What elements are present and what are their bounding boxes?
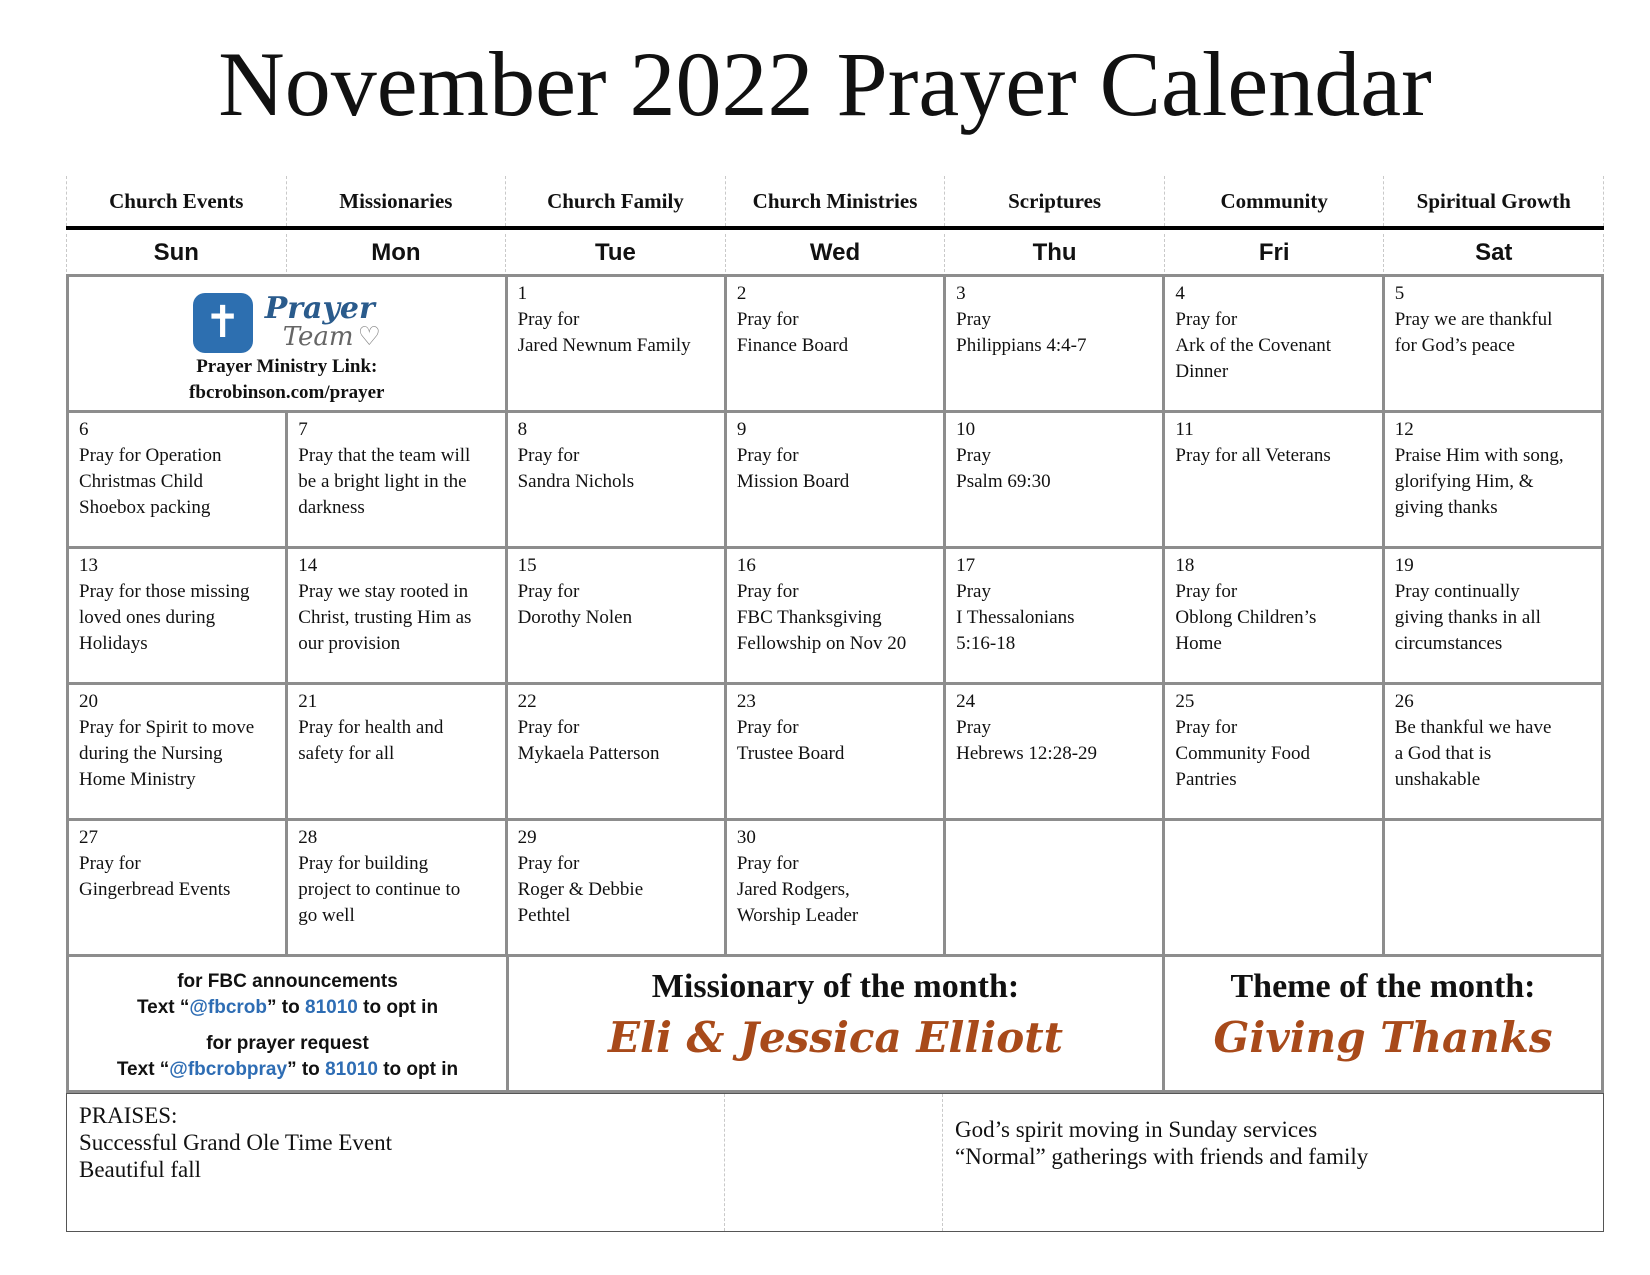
category-sun: Church Events: [66, 176, 286, 226]
prayer-team-logo-cell: [69, 277, 508, 413]
day-number: 11: [1175, 419, 1194, 440]
missionary-heading: Missionary of the month:: [651, 968, 1020, 1005]
day-cell: [288, 549, 507, 685]
day-cell: [1165, 549, 1384, 685]
praises-right: God’s spirit moving in Sunday services “Normal” gatherings with friends and family: [955, 1117, 1369, 1169]
day-prayer: Pray for Sandra Nichols: [517, 445, 635, 492]
info-row: [66, 957, 1604, 1093]
day-cell: [288, 685, 507, 821]
day-prayer: Praise Him with song, glorifying Him, & giving thanks: [1394, 445, 1564, 518]
day-cell: [508, 821, 727, 957]
day-cell: [727, 549, 946, 685]
day-prayer: Pray Philippians 4:4-7: [956, 309, 1087, 356]
prayer-link-label: Prayer Ministry Link:: [196, 356, 378, 377]
day-number: 13: [79, 555, 98, 576]
day-number: 15: [517, 555, 537, 576]
day-cell: [1385, 685, 1604, 821]
day-number: 27: [79, 827, 98, 848]
day-cell: [508, 549, 727, 685]
day-cell: [69, 685, 288, 821]
day-prayer: Pray for Spirit to move during the Nursing Home Ministry: [79, 717, 255, 790]
prayer-request-shortcode: 81010: [325, 1059, 378, 1080]
day-prayer: Pray we are thankful for God’s peace: [1394, 309, 1553, 356]
day-cell: [69, 549, 288, 685]
day-prayer: Pray I Thessalonians 5:16-18: [956, 581, 1075, 654]
weekday-wed: Wed: [725, 234, 945, 272]
day-prayer: Pray for all Veterans: [1175, 445, 1331, 466]
prayer-request-label: for prayer request: [206, 1033, 369, 1054]
missionary-box: [509, 957, 1165, 1090]
day-number: 30: [736, 827, 756, 848]
day-number: 2: [736, 283, 747, 304]
prayer-team-logo: [193, 291, 381, 354]
announcements-optin: Text “@fbcrob” to 81010 to opt in: [136, 997, 439, 1018]
day-cell: [1165, 277, 1384, 413]
day-number: 16: [736, 555, 756, 576]
weekday-sun: Sun: [66, 234, 286, 272]
day-cell: [727, 277, 946, 413]
day-cell: [946, 277, 1165, 413]
day-prayer: Pray for Roger & Debbie Pethtel: [517, 853, 644, 926]
day-number: 6: [79, 419, 89, 440]
day-number: 26: [1394, 691, 1414, 712]
day-number: 12: [1394, 419, 1414, 440]
weekday-sat: Sat: [1383, 234, 1604, 272]
day-prayer: Pray we stay rooted in Christ, trusting Him as our provision: [298, 581, 472, 654]
theme-value: Giving Thanks: [1213, 1013, 1553, 1062]
announcements-shortcode: 81010: [305, 997, 358, 1018]
day-prayer: Pray that the team will be a bright light in the darkness: [298, 445, 471, 518]
day-prayer: Pray for Oblong Children’s Home: [1175, 581, 1317, 654]
day-number: 4: [1175, 283, 1185, 304]
day-prayer: Pray for those missing loved ones during Holidays: [79, 581, 250, 654]
day-number: 9: [736, 419, 747, 440]
day-number: 14: [298, 555, 318, 576]
weekday-tue: Tue: [505, 234, 725, 272]
day-cell: [1385, 277, 1604, 413]
empty-day-cell: [1385, 821, 1604, 957]
day-prayer: Pray for Jared Newnum Family: [517, 309, 691, 356]
day-cell: [69, 821, 288, 957]
day-cell: [727, 821, 946, 957]
day-cell: [946, 549, 1165, 685]
theme-heading: Theme of the month:: [1230, 968, 1536, 1005]
category-header-row: [66, 176, 1604, 230]
weekday-mon: Mon: [286, 234, 506, 272]
weekday-thu: Thu: [944, 234, 1164, 272]
praises-box: [66, 1093, 1604, 1232]
day-number: 29: [517, 827, 537, 848]
category-wed: Church Ministries: [725, 176, 945, 226]
category-fri: Community: [1164, 176, 1384, 226]
day-cell: [1165, 685, 1384, 821]
day-cell: [288, 821, 507, 957]
page-title: November 2022 Prayer Calendar: [218, 33, 1432, 135]
announcements-box: [69, 957, 509, 1090]
day-cell: [1165, 413, 1384, 549]
prayer-request-optin: Text “@fbcrobpray” to 81010 to opt in: [116, 1059, 459, 1080]
day-prayer: Pray for FBC Thanksgiving Fellowship on Nov 20: [736, 581, 907, 654]
day-prayer: Pray for Operation Christmas Child Shoebox packing: [79, 445, 222, 518]
day-prayer: Pray for Ark of the Covenant Dinner: [1175, 309, 1332, 382]
theme-box: [1165, 957, 1604, 1090]
weekday-fri: Fri: [1164, 234, 1384, 272]
day-number: 10: [956, 419, 976, 440]
weekday-header-row: [66, 234, 1604, 272]
day-prayer: Pray continually giving thanks in all circumstances: [1394, 581, 1541, 654]
announcements-handle: @fbcrob: [189, 997, 268, 1018]
day-cell: [508, 685, 727, 821]
day-prayer: Pray Psalm 69:30: [956, 445, 1051, 492]
day-number: 17: [956, 555, 976, 576]
calendar-grid: [66, 274, 1604, 957]
day-number: 23: [736, 691, 756, 712]
logo-text-prayer: Prayer: [264, 290, 375, 326]
missionary-name: Eli & Jessica Elliott: [607, 1013, 1064, 1062]
day-number: 3: [956, 283, 966, 304]
praises-left: PRAISES: Successful Grand Ole Time Event Beautiful fall: [67, 1094, 725, 1231]
day-prayer: Pray for building project to continue to go well: [298, 853, 461, 926]
day-prayer: Pray for Dorothy Nolen: [517, 581, 633, 628]
day-cell: [727, 413, 946, 549]
day-prayer: Pray for Mykaela Patterson: [517, 717, 660, 764]
category-tue: Church Family: [505, 176, 725, 226]
prayer-link-url[interactable]: fbcrobinson.com/prayer: [189, 382, 385, 403]
day-cell: [508, 413, 727, 549]
category-thu: Scriptures: [944, 176, 1164, 226]
day-prayer: Pray for Gingerbread Events: [79, 853, 231, 900]
praises-spacer: [725, 1094, 943, 1231]
day-cell: [946, 685, 1165, 821]
day-number: 5: [1394, 283, 1405, 304]
day-cell: [508, 277, 727, 413]
day-number: 7: [298, 419, 308, 440]
day-prayer: Pray Hebrews 12:28-29: [956, 717, 1098, 764]
day-number: 20: [79, 691, 98, 712]
day-cell: [946, 413, 1165, 549]
day-prayer: Pray for Community Food Pantries: [1175, 717, 1311, 790]
category-sat: Spiritual Growth: [1383, 176, 1604, 226]
day-number: 21: [298, 691, 318, 712]
day-prayer: Pray for Mission Board: [736, 445, 850, 492]
day-cell: [69, 413, 288, 549]
day-number: 19: [1394, 555, 1414, 576]
day-prayer: Pray for Finance Board: [736, 309, 849, 356]
day-cell: [727, 685, 946, 821]
day-prayer: Pray for Jared Rodgers, Worship Leader: [736, 853, 859, 926]
day-number: 28: [298, 827, 318, 848]
day-cell: [288, 413, 507, 549]
day-cell: [1385, 413, 1604, 549]
day-prayer: Pray for Trustee Board: [736, 717, 845, 764]
heart-icon: ♡: [357, 321, 381, 352]
day-number: 25: [1175, 691, 1195, 712]
day-number: 18: [1175, 555, 1195, 576]
cross-icon: ✝: [193, 293, 253, 353]
day-number: 22: [517, 691, 537, 712]
prayer-request-handle: @fbcrobpray: [169, 1059, 288, 1080]
day-number: 1: [517, 283, 528, 304]
day-number: 24: [956, 691, 976, 712]
day-prayer: Be thankful we have a God that is unshakable: [1394, 717, 1552, 790]
announcements-label: for FBC announcements: [177, 971, 398, 992]
day-prayer: Pray for health and safety for all: [298, 717, 444, 764]
empty-day-cell: [946, 821, 1165, 957]
logo-text-team: Team ♡: [282, 321, 381, 352]
day-number: 8: [517, 419, 528, 440]
empty-day-cell: [1165, 821, 1384, 957]
day-cell: [1385, 549, 1604, 685]
category-mon: Missionaries: [286, 176, 506, 226]
